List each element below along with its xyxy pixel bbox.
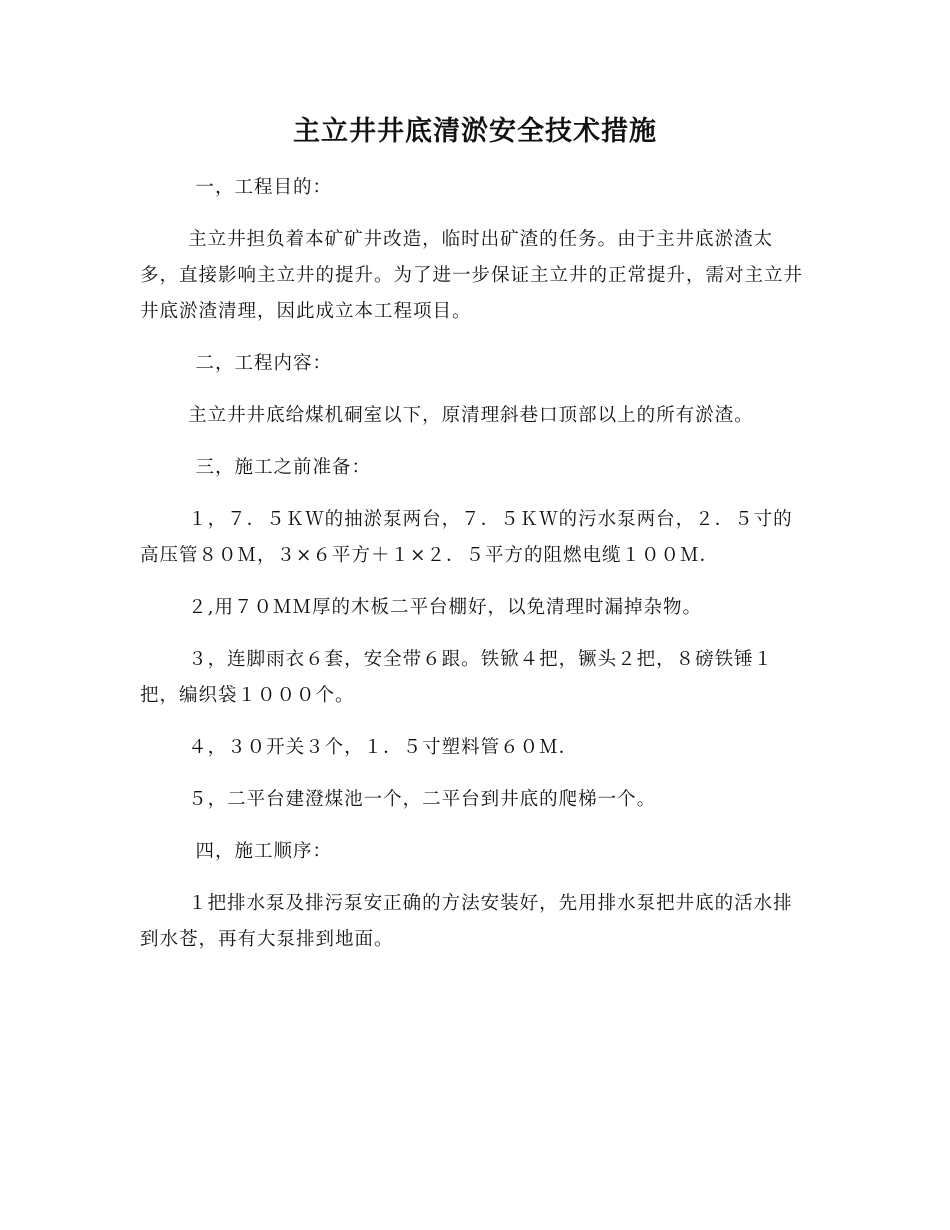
document-body [140, 170, 810, 958]
spacer [140, 574, 810, 590]
paragraph-purpose: 主立井担负着本矿矿井改造，临时出矿渣的任务。由于主井底淤渣太多，直接影响主立井的提升。为了进一步保证主立井的正常提升，需对主立井井底淤渣清理，因此成立本工程项目。 [140, 229, 804, 322]
spacer [140, 766, 810, 782]
document-title: 主立井井底清淤安全技术措施 [293, 116, 657, 147]
preparation-item-2: ２,用７０ＭＭ厚的木板二平台棚好，以免清理时漏掉杂物。 [188, 597, 702, 618]
spacer [140, 870, 810, 886]
spacer [140, 626, 810, 642]
preparation-item-5: ５，二平台建澄煤池一个，二平台到井底的爬梯一个。 [188, 789, 657, 810]
section-heading-preparation: 三，施工之前准备： [195, 457, 372, 478]
preparation-item-1: １，７．５ＫＷ的抽淤泵两台，７．５ＫＷ的污水泵两台，２．５寸的高压管８０Ｍ，３×６平方＋１×２．５平方的阻燃电缆１００Ｍ． [140, 509, 793, 566]
section-heading-purpose: 一，工程目的： [195, 177, 333, 198]
spacer [140, 206, 810, 222]
spacer [140, 818, 810, 834]
paragraph-content: 主立井井底给煤机硐室以下，原清理斜巷口顶部以上的所有淤渣。 [188, 405, 754, 426]
spacer [140, 714, 810, 730]
section-heading-sequence: 四，施工顺序： [195, 841, 333, 862]
spacer [140, 382, 810, 398]
preparation-item-3: ３，连脚雨衣６套，安全带６跟。铁锨４把，镢头２把，８磅铁锤１把，编织袋１０００个。 [140, 649, 774, 706]
sequence-item-1: １把排水泵及排污泵安正确的方法安装好，先用排水泵把井底的活水排到水苍，再有大泵排到地面。 [140, 893, 793, 950]
spacer [140, 486, 810, 502]
spacer [140, 330, 810, 346]
preparation-item-4: ４，３０开关３个，１．５寸塑料管６０Ｍ． [188, 737, 579, 758]
spacer [140, 434, 810, 450]
section-heading-content: 二，工程内容： [195, 353, 333, 374]
